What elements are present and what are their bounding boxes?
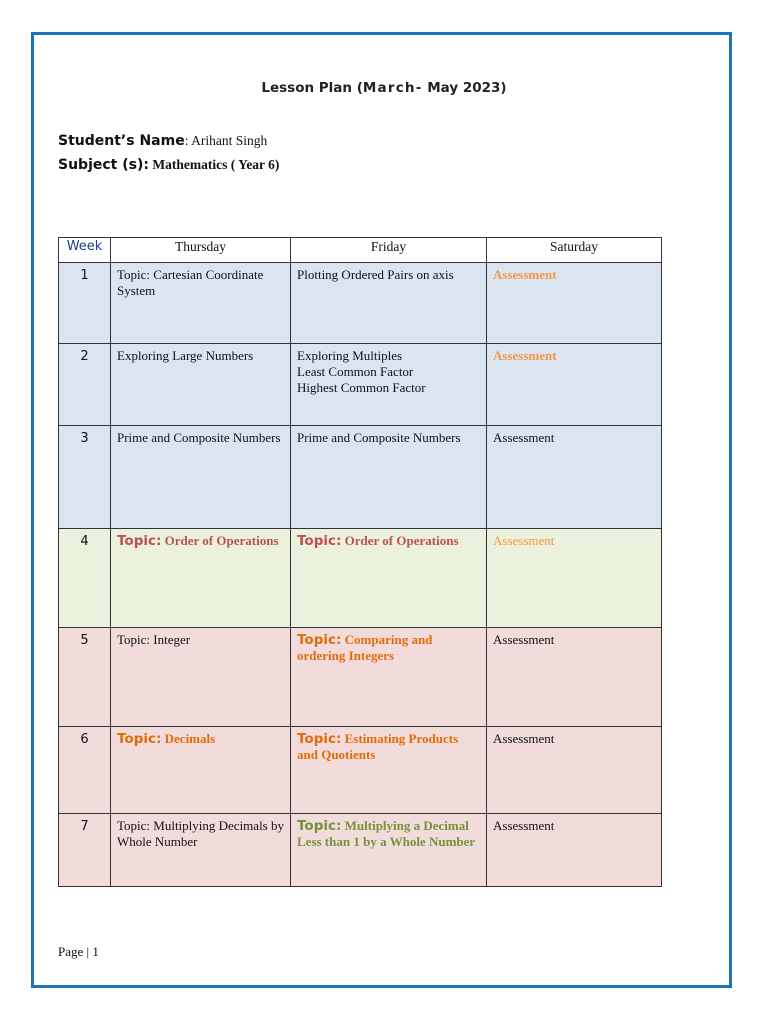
page-number-footer: Page | 1	[58, 944, 99, 959]
friday-cell	[291, 814, 487, 887]
saturday-cell: Assessment	[487, 263, 662, 344]
student-name-label: Student’s Name	[58, 133, 185, 149]
title-prefix: Lesson Plan (	[261, 80, 363, 96]
header-saturday: Saturday	[487, 238, 662, 263]
title-spaced: March-	[362, 80, 423, 96]
week-cell: 7	[59, 814, 111, 887]
student-name-separator: :	[184, 133, 192, 148]
friday-line: Highest Common Factor	[297, 380, 426, 395]
saturday-cell: Assessment	[487, 628, 662, 727]
friday-line: Least Common Factor	[297, 364, 414, 379]
topic-text: Multiplying a Decimal Less than 1 by a Whole Number	[297, 818, 476, 849]
title-suffix: May 2023)	[422, 80, 507, 96]
topic-text: Order of Operations	[341, 533, 459, 548]
student-name-line	[58, 132, 267, 150]
topic-label: Topic:	[297, 731, 342, 747]
thursday-cell: Topic: Cartesian Coordinate System	[111, 263, 291, 344]
subject-label: Subject (s):	[58, 157, 149, 173]
student-name-value: Arihant Singh	[191, 133, 268, 148]
friday-cell	[291, 727, 487, 814]
saturday-cell: Assessment	[487, 426, 662, 529]
week-cell: 5	[59, 628, 111, 727]
topic-label: Topic:	[117, 533, 162, 549]
friday-cell: Prime and Composite Numbers	[291, 426, 487, 529]
table-row	[59, 344, 662, 426]
table-row	[59, 628, 662, 727]
header-thursday: Thursday	[111, 238, 291, 263]
topic-text: Decimals	[161, 731, 216, 746]
thursday-cell	[111, 727, 291, 814]
saturday-cell: Assessment	[487, 529, 662, 628]
thursday-cell: Exploring Large Numbers	[111, 344, 291, 426]
lesson-plan-table	[58, 237, 662, 887]
topic-label: Topic:	[297, 818, 342, 834]
week-cell: 1	[59, 263, 111, 344]
thursday-cell	[111, 529, 291, 628]
table-row	[59, 263, 662, 344]
friday-cell: Plotting Ordered Pairs on axis	[291, 263, 487, 344]
topic-label: Topic:	[297, 632, 342, 648]
table-row	[59, 529, 662, 628]
subject-value: Mathematics ( Year 6)	[148, 157, 280, 172]
saturday-cell: Assessment	[487, 814, 662, 887]
topic-label: Topic:	[297, 533, 342, 549]
table-row	[59, 727, 662, 814]
table-header-row	[59, 238, 662, 263]
table-row	[59, 426, 662, 529]
table-row	[59, 814, 662, 887]
friday-cell	[291, 344, 487, 426]
subject-line	[58, 156, 279, 174]
friday-cell	[291, 529, 487, 628]
topic-text: Order of Operations	[161, 533, 279, 548]
week-cell: 3	[59, 426, 111, 529]
document-title	[0, 80, 768, 96]
thursday-cell: Prime and Composite Numbers	[111, 426, 291, 529]
header-friday: Friday	[291, 238, 487, 263]
thursday-cell: Topic: Multiplying Decimals by Whole Number	[111, 814, 291, 887]
week-cell: 4	[59, 529, 111, 628]
week-cell: 2	[59, 344, 111, 426]
friday-cell	[291, 628, 487, 727]
friday-line: Exploring Multiples	[297, 348, 403, 363]
topic-text: Comparing and ordering Integers	[297, 632, 433, 663]
topic-label: Topic:	[117, 731, 162, 747]
saturday-cell: Assessment	[487, 344, 662, 426]
topic-text: Estimating Products and Quotients	[297, 731, 459, 762]
header-week: Week	[59, 238, 111, 263]
saturday-cell: Assessment	[487, 727, 662, 814]
week-cell: 6	[59, 727, 111, 814]
thursday-cell: Topic: Integer	[111, 628, 291, 727]
